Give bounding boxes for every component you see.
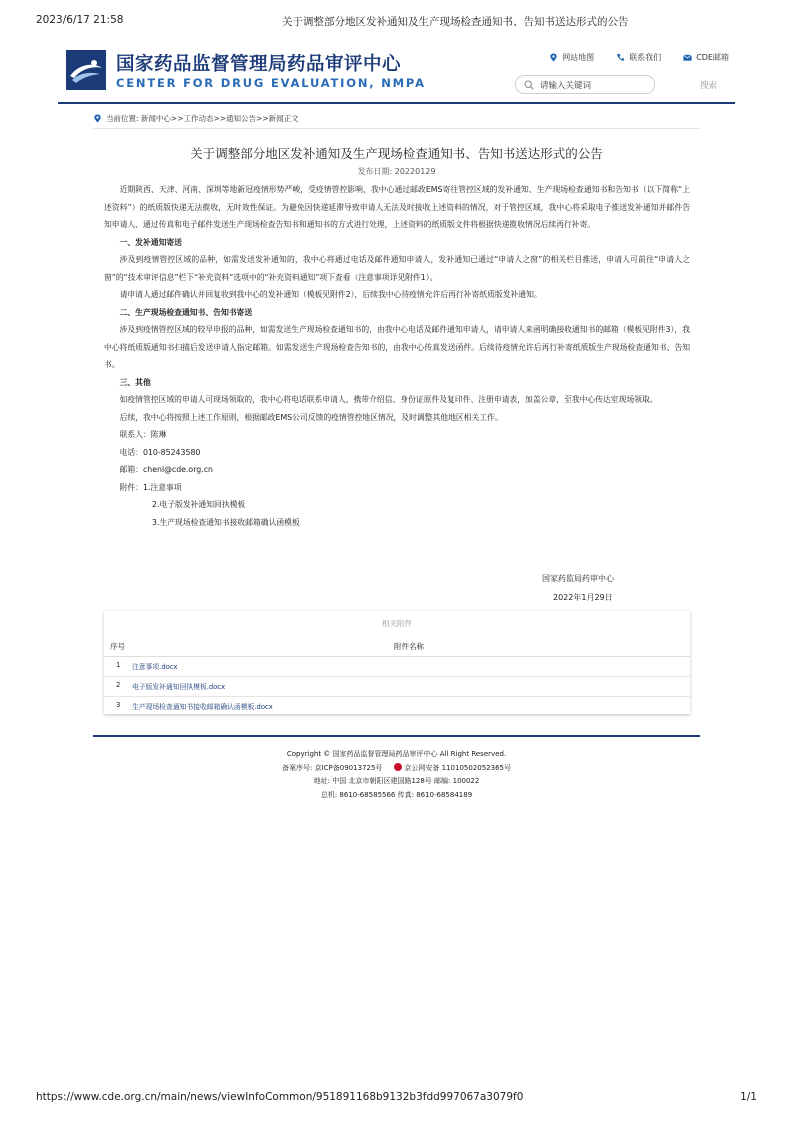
contact-link[interactable]	[616, 52, 661, 63]
search-box[interactable]	[515, 75, 655, 94]
copyright-text: Copyright © 国家药品监督管理局药品审评中心 All Right Reserved.	[286, 750, 507, 758]
contact-phone: 电话：010-85243580	[119, 447, 201, 457]
row-number: 3	[116, 701, 121, 709]
footer-divider	[93, 735, 700, 737]
attachments-panel	[104, 611, 690, 714]
paragraph-intro: 近期陕西、天津、河南、深圳等地新冠疫情形势严峻，受疫情管控影响，我中心通过邮政EMS寄往管控区域的发补通知、生产现场检查通知书和告知书（以下简称“上述资料”）的纸质版快递无法揽收，无时效性保证。为避免因快递延滞导致申请人无法及时接收上述资料的情况，对于管控区域，我中心将采取电子推送发补通知并邮件告知申请人、通过传真和电子邮件发送生产现场检查告知书和通知书的方式进行处理，上述资料的纸质版文件将根据快递揽收情况后续再行补寄。	[104, 185, 690, 229]
address-text: 地址: 中国 北京市朝阳区建国路128号 邮编: 100022	[313, 777, 480, 785]
paragraph: 后续，我中心将按照上述工作原则，根据邮政EMS公司反馈的疫情管控地区情况，及时调整其他地区相关工作。	[119, 412, 503, 422]
attachment-link[interactable]: 生产现场检查通知书接收邮箱确认函模板.docx	[132, 703, 273, 711]
police-badge-icon	[394, 763, 402, 771]
attachment-list-2: 2.电子版发补通知回执模板	[152, 500, 246, 509]
print-page-number: 1/1	[740, 1091, 757, 1103]
location-pin-icon	[549, 53, 558, 62]
attachment-link[interactable]: 电子版发补通知回执模板.docx	[132, 683, 226, 691]
attachments-title: 相关附件	[382, 619, 412, 628]
search-input[interactable]: 请输入关键词	[540, 80, 592, 91]
breadcrumb	[93, 113, 299, 124]
attachment-list-1: 附件：1.注意事项	[119, 482, 182, 492]
attachment-list-3: 3.生产现场检查通知书接收邮箱确认函模板	[152, 517, 300, 527]
site-header	[58, 40, 735, 102]
row-number: 2	[116, 681, 121, 689]
contact-email: 邮箱：chenl@cde.org.cn	[119, 465, 213, 474]
police-record-link[interactable]: 京公网安备 11010502052365号	[404, 763, 511, 772]
section-heading-3: 三、其他	[119, 377, 151, 387]
breadcrumb-divider	[93, 128, 700, 129]
publish-date: 发布日期: 20220129	[357, 167, 436, 176]
signature-org: 国家药监局药审中心	[542, 574, 614, 583]
brand-name-cn: 国家药品监督管理局药品审评中心	[116, 54, 402, 75]
paragraph: 如疫情管控区域的申请人可现场领取的，我中心将电话联系申请人，携带介绍信、身份证原件及复印件、注册申请表，加盖公章，至我中心传达室现场领取。	[119, 395, 658, 404]
col-no-header: 序号	[110, 642, 125, 651]
print-header	[36, 14, 757, 28]
print-url: https://www.cde.org.cn/main/news/viewInfoCommon/951891168b9132b3fdd997067a3079f0	[36, 1091, 524, 1103]
print-datetime: 2023/6/17 21:58	[36, 14, 124, 26]
article-body	[104, 181, 690, 531]
phone-fax-text: 总机: 8610-68585566 传真: 8610-68584189	[320, 790, 473, 799]
phone-icon	[616, 53, 625, 62]
attachment-link[interactable]: 注意事项.docx	[132, 663, 178, 671]
col-name-header: 附件名称	[394, 642, 424, 651]
site-footer	[0, 748, 793, 802]
sitemap-label: 网站地图	[562, 53, 595, 62]
icp-link[interactable]: 备案序号: 京ICP备09013725号	[282, 763, 383, 772]
search-icon	[524, 80, 534, 90]
paragraph: 涉及到疫情管控区域的较早申报的品种，如需发送生产现场检查通知书的，由我中心电话及邮件通知申请人，请申请人来函明确接收通知书的邮箱（模板见附件3），我中心将纸质版通知书扫描后发送申请人指定邮箱。如需发送生产现场检查告知书的，由我中心传真发送函件。后续待疫情允许后再行补寄纸质版生产现场检查通知书、告知书。	[104, 325, 690, 369]
search-button[interactable]: 搜索	[699, 81, 717, 91]
paragraph: 涉及到疫情管控区域的品种，如需发送发补通知的，我中心将通过电话及邮件通知申请人，发补通知已通过“申请人之窗”的相关栏目推送，申请人可前往“申请人之窗”的“技术审评信息”栏下“补充资料”选项中的“补充资料通知”项下查看（注意事项详见附件1）。	[104, 255, 690, 282]
row-number: 1	[116, 661, 121, 669]
sitemap-link[interactable]	[549, 52, 594, 63]
table-row	[104, 656, 690, 677]
cde-mail-label: CDE邮箱	[696, 53, 729, 62]
contact-person: 联系人：陈琳	[119, 430, 167, 439]
table-row	[104, 696, 690, 716]
mail-icon	[683, 53, 692, 62]
attachments-header	[104, 638, 690, 657]
registration-line	[0, 762, 793, 776]
section-heading-2: 二、生产现场检查通知书、告知书寄送	[119, 307, 253, 317]
location-pin-icon	[93, 114, 102, 123]
header-divider	[58, 102, 735, 104]
breadcrumb-text[interactable]: 当前位置: 新闻中心>>工作动态>>通知公告>>新闻正文	[106, 114, 299, 123]
paragraph: 请申请人通过邮件确认并回复收到我中心的发补通知（模板见附件2），后续我中心待疫情允许后再行补寄纸质版发补通知。	[119, 290, 542, 299]
print-page-title: 关于调整部分地区发补通知及生产现场检查通知书、告知书送达形式的公告	[282, 16, 629, 28]
top-links	[549, 52, 729, 63]
brand-name-en: CENTER FOR DRUG EVALUATION, NMPA	[116, 76, 426, 90]
cde-mail-link[interactable]	[683, 52, 729, 63]
contact-label: 联系我们	[629, 53, 662, 62]
article-title: 关于调整部分地区发补通知及生产现场检查通知书、告知书送达形式的公告	[190, 146, 603, 161]
cde-logo-icon[interactable]	[66, 50, 106, 90]
section-heading-1: 一、发补通知寄送	[119, 237, 182, 247]
signature-date: 2022年1月29日	[553, 593, 613, 602]
table-row	[104, 676, 690, 697]
